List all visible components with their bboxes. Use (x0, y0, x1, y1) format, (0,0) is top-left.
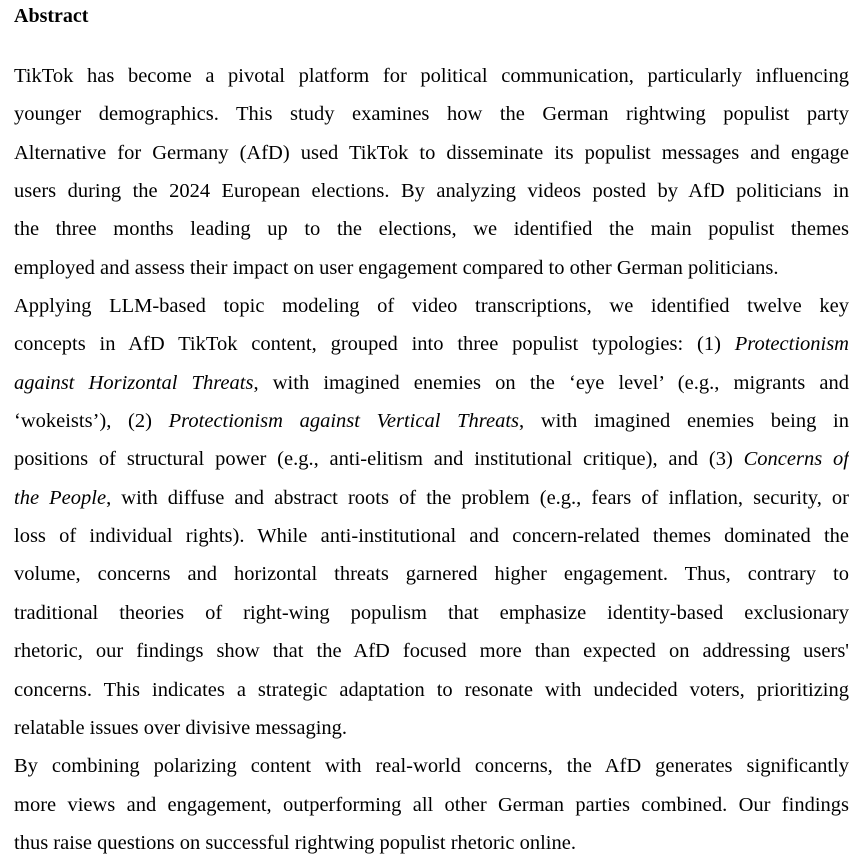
text-line (14, 287, 849, 325)
text-segment: rhetoric, our findings show that the AfD focused more than expected on addressing users' (14, 640, 849, 663)
text-line (14, 479, 849, 517)
abstract-paragraph (14, 287, 849, 747)
text-segment: employed and assess their impact on user engagement compared to other German politicians. (14, 256, 779, 279)
text-segment: Applying LLM-based topic modeling of video transcriptions, we identified twelve key (14, 295, 849, 318)
text-segment: By combining polarizing content with real-world concerns, the AfD generates significantly (14, 755, 849, 778)
text-line (14, 555, 849, 593)
text-line (14, 747, 849, 785)
text-line (14, 671, 849, 709)
italic-term: Protectionism (734, 333, 849, 356)
text-segment: younger demographics. This study examines how the German rightwing populist party (14, 103, 849, 126)
text-segment: concepts in AfD TikTok content, grouped into three populist typologies: (1) (14, 333, 735, 356)
text-line (14, 594, 849, 632)
text-segment: positions of structural power (e.g., anti-elitism and institutional critique), and (3) (14, 448, 744, 471)
italic-term: against Horizontal Threats (14, 371, 254, 394)
text-line (14, 709, 849, 747)
text-segment: volume, concerns and horizontal threats garnered higher engagement. Thus, contrary to (14, 563, 849, 586)
text-segment: , with imagined enemies on the ‘eye level’ (e.g., migrants and (253, 371, 849, 394)
text-segment: traditional theories of right-wing populism that emphasize identity-based exclusionary (14, 601, 849, 624)
text-line (14, 249, 849, 287)
text-line (14, 210, 849, 248)
text-line (14, 95, 849, 133)
text-line (14, 824, 849, 862)
text-line (14, 134, 849, 172)
italic-term: Concerns of (743, 448, 849, 471)
text-line (14, 325, 849, 363)
text-segment: more views and engagement, outperforming all other German parties combined. Our findings (14, 793, 849, 816)
text-segment: relatable issues over divisive messaging. (14, 716, 348, 739)
text-line (14, 632, 849, 670)
text-segment: Alternative for Germany (AfD) used TikTok to disseminate its populist messages and engage (14, 141, 849, 164)
abstract-heading: Abstract (14, 5, 89, 27)
text-segment: ‘wokeists’), (2) (14, 410, 169, 433)
text-line (14, 57, 849, 95)
text-segment: users during the 2024 European elections. By analyzing videos posted by AfD politicians in (14, 180, 849, 203)
abstract-paragraph (14, 747, 849, 862)
abstract-paragraph (14, 57, 849, 287)
text-segment: thus raise questions on successful rightwing populist rhetoric online. (14, 831, 576, 854)
abstract-body (14, 57, 849, 862)
text-line (14, 440, 849, 478)
text-segment: TikTok has become a pivotal platform for political communication, particularly influencing (14, 65, 849, 87)
text-segment: , with diffuse and abstract roots of the problem (e.g., fears of inflation, security, or (106, 486, 849, 509)
text-segment: , with imagined enemies being in (519, 410, 849, 433)
text-segment: concerns. This indicates a strategic adaptation to resonate with undecided voters, prioritizing (14, 678, 849, 701)
text-line (14, 364, 849, 402)
italic-term: Protectionism against Vertical Threats (168, 410, 520, 433)
italic-term: the People (14, 486, 107, 509)
text-segment: the three months leading up to the elections, we identified the main populist themes (14, 218, 849, 241)
text-line (14, 786, 849, 824)
text-line (14, 402, 849, 440)
text-segment: loss of individual rights). While anti-institutional and concern-related themes dominated the (14, 525, 849, 548)
text-line (14, 517, 849, 555)
text-line (14, 172, 849, 210)
